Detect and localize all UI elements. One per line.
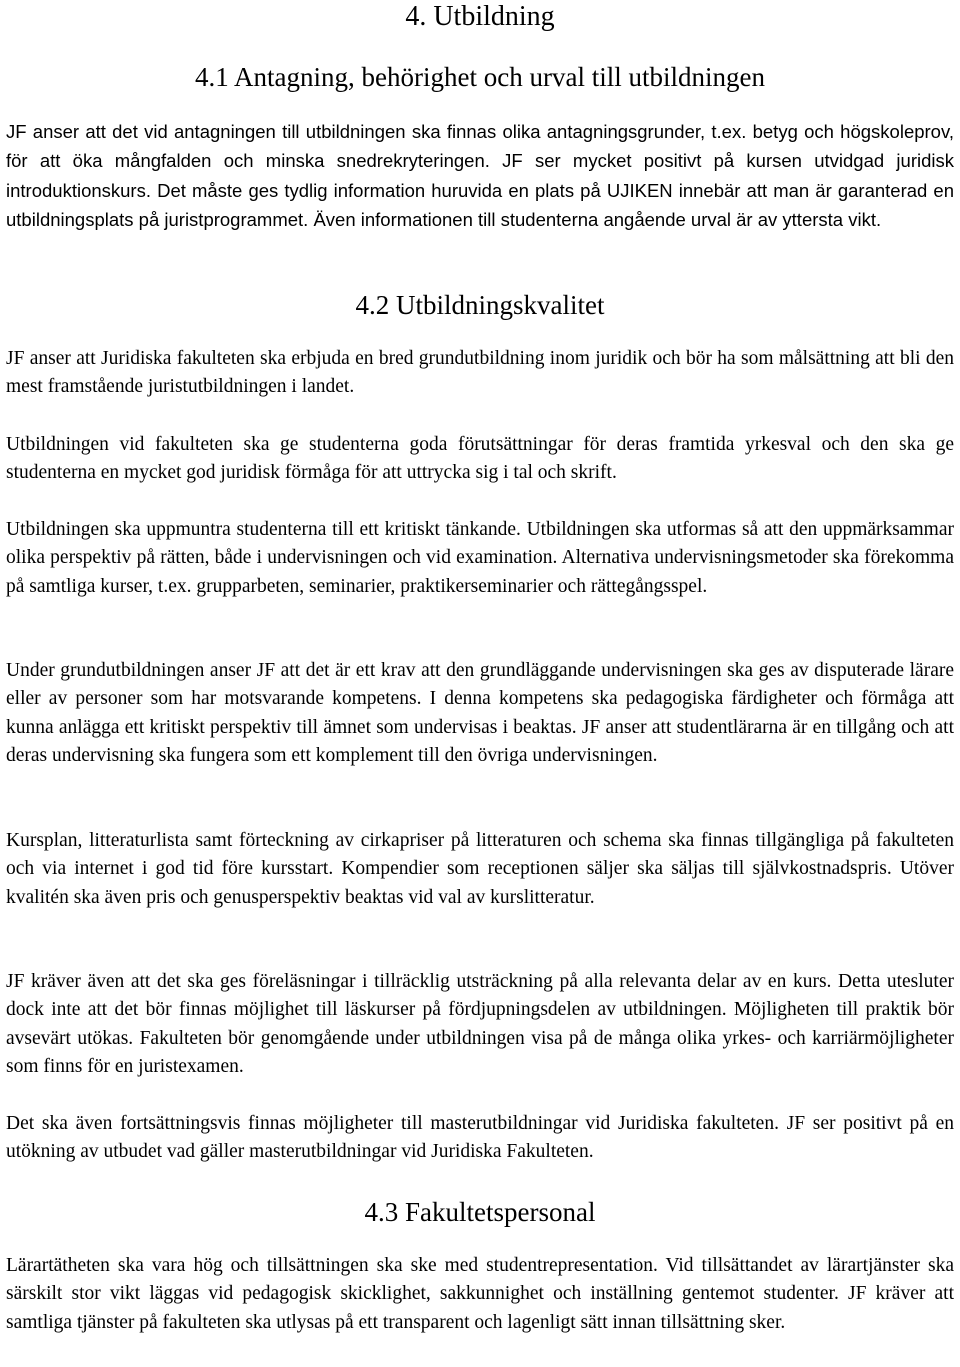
- section-41-paragraph-1-part-1: JF anser att det vid antagningen till utbildningen ska finnas olika antagningsgrunder, t.ex. betyg och högskoleprov, för att öka mångfalden och minska snedrekryteringen. JF ser mycket positivt på kursen utvidgad juridisk introduktionskurs. Det måste ges tydlig information huruvida en plats på: [6, 121, 954, 201]
- section-42-paragraph-4: Under grundutbildningen anser JF att det är ett krav att den grundläggande undervisningen ska ges av disputerade lärare eller av personer som har motsvarande kompetens. I denna kompetens ska pedagogiska färdigheter och förmåga att kunna anlägga ett kritiskt perspektiv till ämnet som undervisas i beaktas. JF anser att studentlärarna är en tillgång och att deras undervisning ska fungera som ett komplement till den övriga undervisningen.: [6, 660, 954, 767]
- section-41-paragraph-1-part-2: UJIKEN innebär att man är garanterad en utbildningsplats på juristprogrammet. Även informationen till studenterna angående urval är av yttersta vikt.: [6, 179, 955, 230]
- section-43-paragraph-1: Lärartätheten ska vara hög och tillsättningen ska ske med studentrepresentation. Vid tillsättandet av lärartjänster ska särskilt stor vikt läggas vid pedagogisk skicklighet, sakkunnighet och inställning gentemot studenter. JF kräver att samtliga tjänster på fakulteten ska utlysas på ett transparent och lagenligt sätt innan tillsättning sker.: [6, 1255, 954, 1333]
- section-42-paragraph-1: JF anser att Juridiska fakulteten ska erbjuda en bred grundutbildning inom juridik och bör ha som målsättning att bli den mest framstående juristutbildningen i landet.: [6, 348, 954, 398]
- section-41-paragraph-1: [6, 117, 954, 234]
- section-42-paragraph-7: Det ska även fortsättningsvis finnas möjligheter till masterutbildningar vid Juridiska fakulteten. JF ser positivt på en utökning av utbudet vad gäller masterutbildningar vid Juridiska Fakulteten.: [6, 1113, 954, 1163]
- section-42-title: 4.2 Utbildningskvalitet: [355, 290, 605, 320]
- section-42-paragraph-5: Kursplan, litteraturlista samt förteckning av cirkapriser på litteraturen och schema ska finnas tillgängliga på fakulteten och via internet i god tid före kursstart. Kompendier som receptionen säljer ska säljas till självkostnadspris. Utöver kvalitén ska även pris och genusperspektiv beaktas vid val av kurslitteratur.: [6, 830, 954, 908]
- section-41-title: 4.1 Antagning, behörighet och urval till utbildningen: [195, 62, 765, 92]
- section-42-paragraph-2: Utbildningen vid fakulteten ska ge studenterna goda förutsättningar för deras framtida yrkesval och den ska ge studenterna en mycket god juridisk förmåga för att uttrycka sig i tal och skrift.: [6, 434, 954, 484]
- chapter-heading: 4. Utbildning: [405, 1, 555, 32]
- section-42-paragraph-6: JF kräver även att det ska ges föreläsningar i tillräcklig utsträckning på alla relevanta delar av en kurs. Detta utesluter dock inte att det bör finnas möjlighet till läskurser på fördjupningsdelen av utbildningen. Möjligheten till praktik bör avsevärt utökas. Fakulteten bör genomgående under utbildningen visa på de många olika yrkes- och karriärmöjligheter som finns för en juristexamen.: [6, 971, 954, 1078]
- section-43-title: 4.3 Fakultetspersonal: [364, 1197, 596, 1227]
- section-42-paragraph-3: Utbildningen ska uppmuntra studenterna till ett kritiskt tänkande. Utbildningen ska utformas så att den uppmärksammar olika perspektiv på rätten, både i undervisningen och vid examination. Alternativa undervisningsmetoder ska förekomma på samtliga kurser, t.ex. grupparbeten, seminarier, praktikerseminarier och rättegångsspel.: [6, 519, 954, 597]
